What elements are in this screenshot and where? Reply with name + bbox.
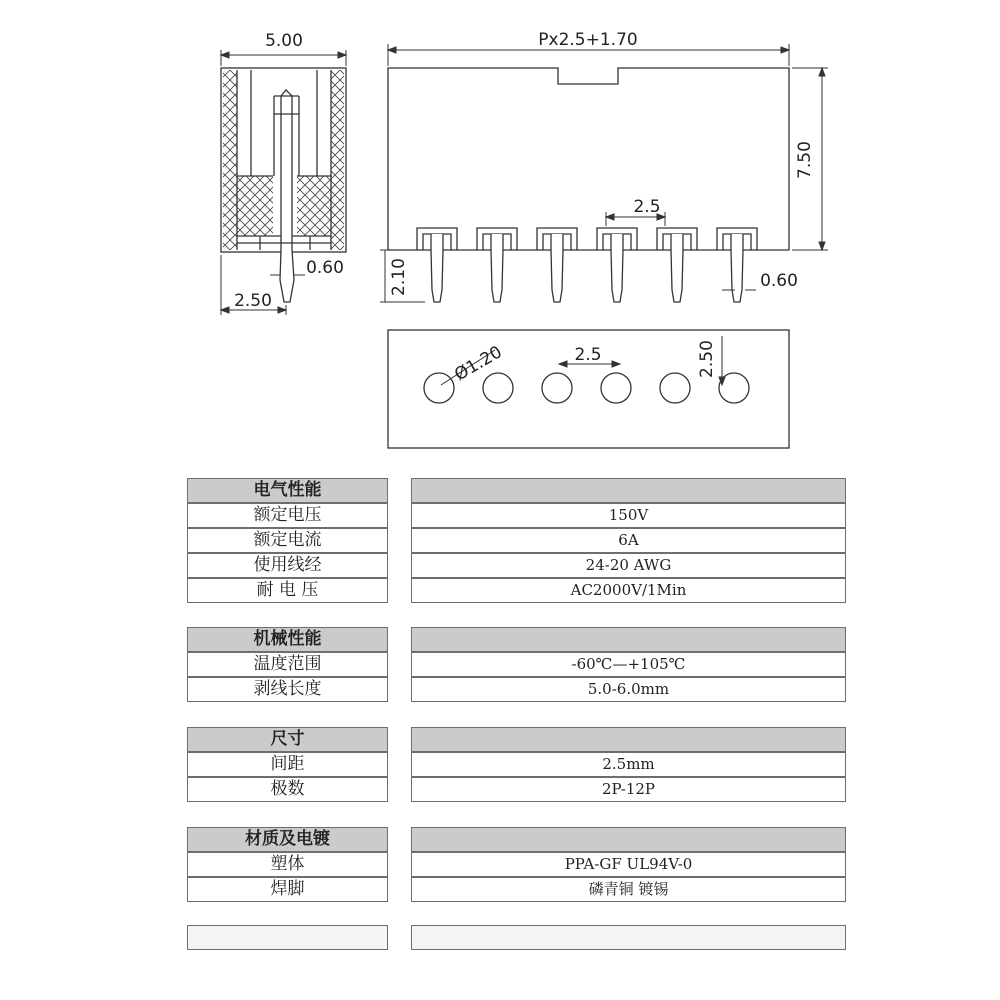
spec-value: 5.0-6.0mm [411,677,846,702]
dim-side-width: 5.00 [265,31,303,51]
spec-label: 间距 [187,752,388,777]
connector-drawing [0,0,1000,460]
section-title: 机械性能 [187,627,388,652]
spec-value: 2P-12P [411,777,846,802]
spec-value: 2.5mm [411,752,846,777]
dim-height: 7.50 [795,141,815,179]
front-pin [657,228,697,302]
dim-pitch-top: 2.5 [633,197,661,217]
section-header-band [411,478,846,503]
section-title: 电气性能 [187,478,388,503]
spec-label: 耐 电 压 [187,578,388,603]
spec-label: 额定电压 [187,503,388,528]
spec-label: 温度范围 [187,652,388,677]
spec-value: 磷青铜 镀锡 [411,877,846,902]
spec-label: 塑体 [187,852,388,877]
front-pin [537,228,577,302]
spec-label: 使用线经 [187,553,388,578]
spec-value: -60℃—+105℃ [411,652,846,677]
dim-hole-pitch: 2.5 [574,345,602,365]
dim-pin-height: 2.10 [389,258,409,296]
section-title: 尺寸 [187,727,388,752]
section-header-band [411,727,846,752]
dim-hole-diameter: Ø1.20 [451,342,506,386]
front-pin [417,228,457,302]
spec-value: AC2000V/1Min [411,578,846,603]
spec-label: 极数 [187,777,388,802]
spec-label: 额定电流 [187,528,388,553]
section-header-band [411,627,846,652]
blank-row [187,925,388,950]
spec-value: 150V [411,503,846,528]
front-pin [477,228,517,302]
section-title: 材质及电镀 [187,827,388,852]
spec-value: PPA-GF UL94V-0 [411,852,846,877]
front-pin [597,228,637,302]
dim-pin-front: 0.60 [760,271,798,291]
spec-label: 焊脚 [187,877,388,902]
dim-hole-row: 2.50 [697,340,717,378]
dim-pin-offset: 2.50 [234,291,272,311]
spec-value: 6A [411,528,846,553]
front-pin [717,228,757,302]
spec-label: 剥线长度 [187,677,388,702]
front-view [388,68,789,302]
dim-front-width: Px2.5+1.70 [538,30,638,50]
spec-value: 24-20 AWG [411,553,846,578]
blank-row [411,925,846,950]
section-header-band [411,827,846,852]
dim-pin-side: 0.60 [306,258,344,278]
